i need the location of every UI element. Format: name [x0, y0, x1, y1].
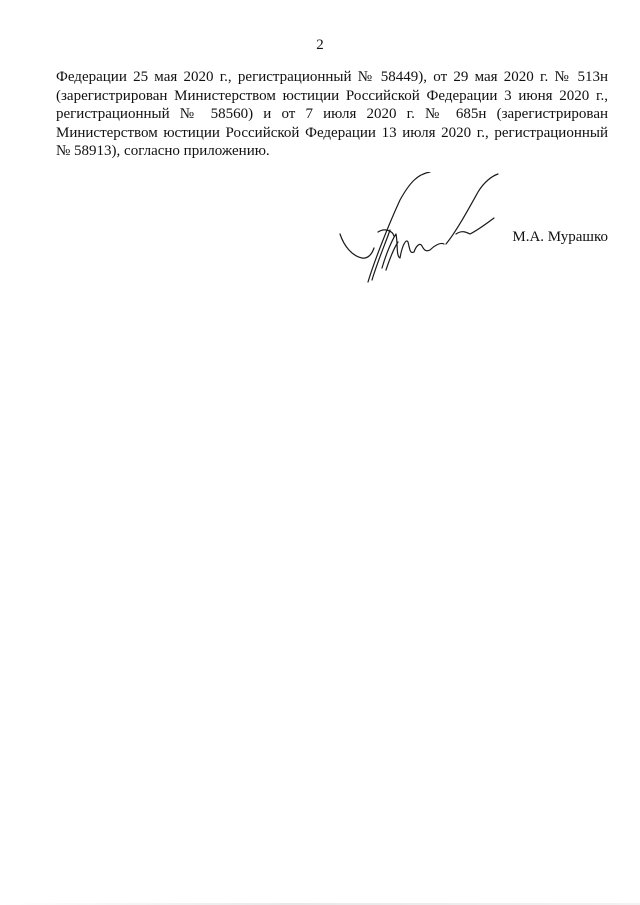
page-number: 2: [316, 37, 324, 53]
text-line: (зарегистрирован Министерством юстиции Российской Федерации 3 июня 2020 г.,: [56, 87, 608, 104]
body-paragraph: [56, 68, 608, 161]
text-line: Министерством юстиции Российской Федерации 13 июля 2020 г., регистрационный: [56, 124, 608, 141]
signer-name: М.А. Мурашко: [512, 229, 608, 245]
text-line: регистрационный № 58560) и от 7 июля 2020 г. № 685н (зарегистрирован: [56, 106, 608, 123]
text-line: № 58913), согласно приложению.: [56, 143, 270, 160]
text-line: Федерации 25 мая 2020 г., регистрационный № 58449), от 29 мая 2020 г. № 513н: [56, 69, 608, 85]
handwritten-signature: [338, 172, 508, 284]
